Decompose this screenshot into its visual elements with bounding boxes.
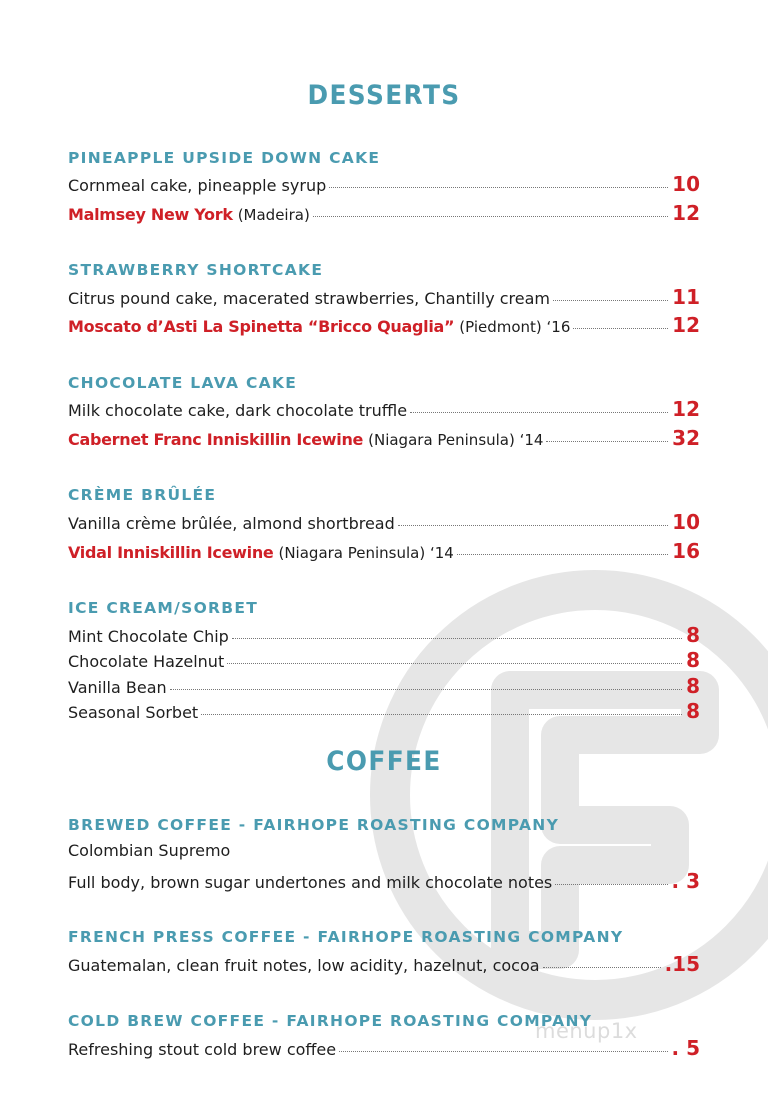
- dot-leader: [201, 714, 682, 715]
- wine-price: 32: [672, 426, 700, 450]
- wine-price: 12: [672, 201, 700, 225]
- category-strawberry-shortcake: STRAWBERRY SHORTCAKE: [68, 261, 324, 279]
- coffee-row: [68, 1036, 700, 1060]
- menu-item-row: [68, 285, 700, 309]
- category-creme-brulee: CRÈME BRÛLÉE: [68, 486, 217, 504]
- coffee-description: Refreshing stout cold brew coffee: [68, 1040, 337, 1059]
- wine-region: (Piedmont) ‘16: [459, 318, 571, 336]
- dot-leader: [543, 967, 661, 968]
- item-price: 10: [672, 172, 700, 196]
- wine-pairing-row: [68, 539, 700, 563]
- dot-leader: [457, 554, 668, 555]
- coffee-price: . 5: [671, 1036, 700, 1060]
- coffee-subtitle: Colombian Supremo: [68, 841, 231, 860]
- category-brewed-coffee: BREWED COFFEE - FAIRHOPE ROASTING COMPANY: [68, 816, 560, 834]
- item-price: 11: [672, 285, 700, 309]
- dot-leader: [573, 328, 668, 329]
- category-ice-cream-sorbet: ICE CREAM/SORBET: [68, 599, 259, 617]
- menu-item-row: [68, 510, 700, 534]
- flavor-name: Mint Chocolate Chip: [68, 627, 229, 646]
- dot-leader: [227, 663, 682, 664]
- wine-region: (Niagara Peninsula) ‘14: [278, 544, 454, 562]
- item-price: 10: [672, 510, 700, 534]
- coffee-price: . 3: [671, 869, 700, 893]
- item-description: Milk chocolate cake, dark chocolate truffle: [68, 401, 408, 420]
- wine-pairing-row: [68, 201, 700, 225]
- coffee-row: [68, 952, 700, 976]
- item-description: Cornmeal cake, pineapple syrup: [68, 176, 327, 195]
- flavor-price: 8: [686, 648, 700, 672]
- flavor-name: Seasonal Sorbet: [68, 703, 199, 722]
- wine-name: Malmsey New York: [68, 205, 233, 224]
- ice-cream-row: [68, 674, 700, 698]
- dot-leader: [553, 300, 668, 301]
- ice-cream-row: [68, 623, 700, 647]
- flavor-name: Vanilla Bean: [68, 678, 167, 697]
- category-chocolate-lava-cake: CHOCOLATE LAVA CAKE: [68, 374, 298, 392]
- dot-leader: [398, 525, 668, 526]
- flavor-price: 8: [686, 674, 700, 698]
- coffee-row: [68, 869, 700, 893]
- wine-pairing-row: [68, 426, 700, 450]
- item-description: Citrus pound cake, macerated strawberries, Chantilly cream: [68, 289, 551, 308]
- coffee-price: .15: [664, 952, 700, 976]
- coffee-description: Full body, brown sugar undertones and milk chocolate notes: [68, 873, 553, 892]
- wine-name: Cabernet Franc Inniskillin Icewine: [68, 430, 364, 449]
- item-description: Vanilla crème brûlée, almond shortbread: [68, 514, 395, 533]
- watermark-text: menup1x: [535, 1019, 638, 1043]
- wine-price: 16: [672, 539, 700, 563]
- dot-leader: [555, 884, 667, 885]
- flavor-price: 8: [686, 699, 700, 723]
- wine-price: 12: [672, 313, 700, 337]
- flavor-name: Chocolate Hazelnut: [68, 652, 225, 671]
- category-pineapple-upside-down-cake: PINEAPPLE UPSIDE DOWN CAKE: [68, 149, 381, 167]
- dot-leader: [410, 412, 668, 413]
- wine-region: (Madeira): [237, 206, 310, 224]
- wine-name: Vidal Inniskillin Icewine: [68, 543, 274, 562]
- dot-leader: [339, 1051, 667, 1052]
- ice-cream-row: [68, 699, 700, 723]
- dot-leader: [313, 216, 668, 217]
- wine-region: (Niagara Peninsula) ‘14: [368, 431, 544, 449]
- desserts-title: DESSERTS: [307, 80, 461, 111]
- menu-item-row: [68, 172, 700, 196]
- flavor-price: 8: [686, 623, 700, 647]
- coffee-description: Guatemalan, clean fruit notes, low acidity, hazelnut, cocoa: [68, 956, 540, 975]
- wine-pairing-row: [68, 313, 700, 337]
- menu-item-row: [68, 397, 700, 421]
- item-price: 12: [672, 397, 700, 421]
- dot-leader: [232, 638, 682, 639]
- dot-leader: [546, 441, 668, 442]
- category-french-press-coffee: FRENCH PRESS COFFEE - FAIRHOPE ROASTING COMPANY: [68, 928, 624, 946]
- coffee-title: COFFEE: [326, 746, 442, 777]
- category-cold-brew-coffee: COLD BREW COFFEE - FAIRHOPE ROASTING COMPANY: [68, 1012, 593, 1030]
- dot-leader: [329, 187, 668, 188]
- ice-cream-row: [68, 648, 700, 672]
- wine-name: Moscato d’Asti La Spinetta “Bricco Quaglia”: [68, 317, 455, 336]
- dot-leader: [170, 689, 682, 690]
